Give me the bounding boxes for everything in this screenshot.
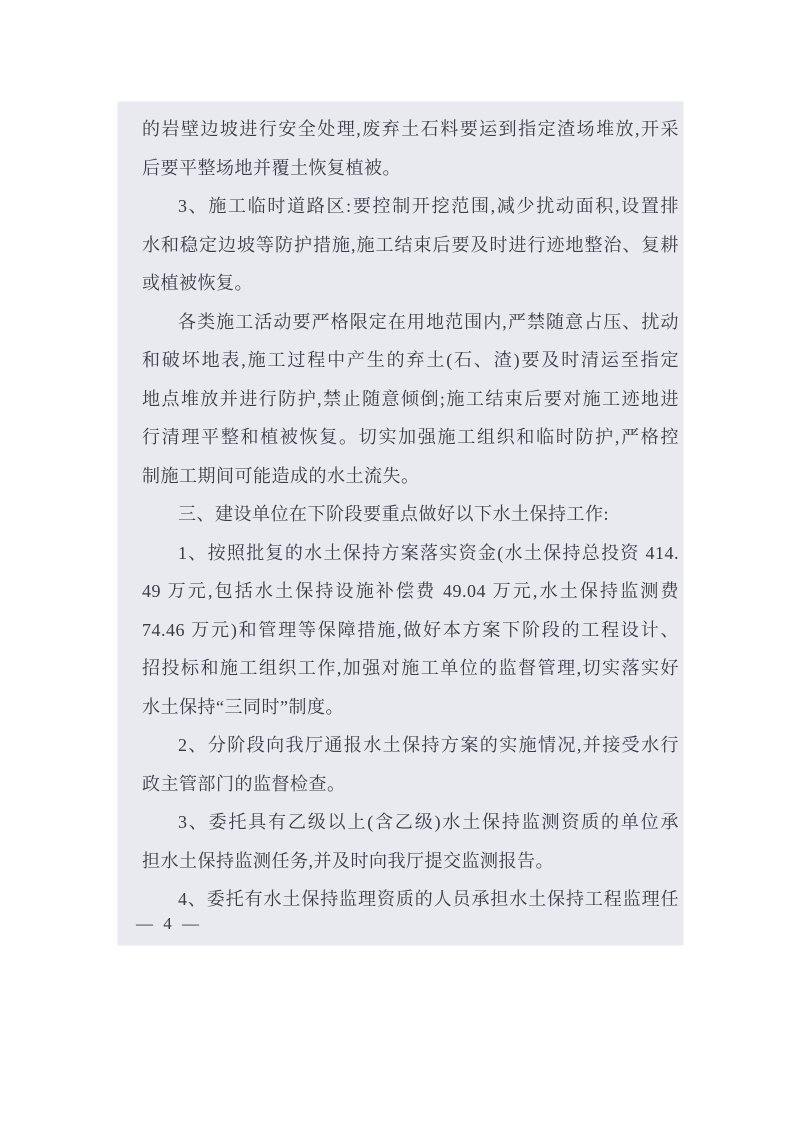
- scanned-paper: [118, 102, 683, 945]
- text-line: 1、按照批复的水土保持方案落实资金(水土保持总投资 414.: [178, 542, 679, 563]
- text-line: 制施工期间可能造成的水土流失。: [142, 465, 420, 486]
- text-line: 地点堆放并进行防护,禁止随意倾倒;施工结束后要对施工迹地进: [142, 388, 679, 409]
- text-line: 的岩壁边坡进行安全处理,废弃土石料要运到指定渣场堆放,开采: [142, 119, 679, 139]
- text-line: 行清理平整和植被恢复。切实加强施工组织和临时防护,严格控: [142, 427, 679, 447]
- text-line: 各类施工活动要严格限定在用地范围内,严禁随意占压、扰动: [178, 311, 679, 332]
- text-line: 招投标和施工组织工作,加强对施工单位的监督管理,切实落实好: [142, 658, 679, 678]
- text-line: 后要平整场地并覆土恢复植被。: [142, 157, 401, 178]
- document-text-body: [142, 110, 679, 919]
- text-line: 4、委托有水土保持监理资质的人员承担水土保持工程监理任: [178, 889, 679, 909]
- text-line: 政主管部门的监督检查。: [142, 773, 346, 794]
- text-line: 水和稳定边坡等防护措施,施工结束后要及时进行迹地整治、复耕: [142, 234, 679, 255]
- page-number: — 4 —: [136, 914, 202, 933]
- text-line: 和破坏地表,施工过程中产生的弃土(石、渣)要及时清运至指定: [142, 350, 679, 370]
- text-line: 3、委托具有乙级以上(含乙级)水土保持监测资质的单位承: [178, 812, 679, 832]
- text-line: 74.46 万元)和管理等保障措施,做好本方案下阶段的工程设计、: [142, 619, 679, 640]
- text-line: 49 万元,包括水土保持设施补偿费 49.04 万元,水土保持监测费: [142, 581, 679, 601]
- text-line: 水土保持“三同时”制度。: [142, 696, 344, 717]
- text-line: 担水土保持监测任务,并及时向我厅提交监测报告。: [142, 850, 554, 871]
- text-line: 三、建设单位在下阶段要重点做好以下水土保持工作:: [178, 504, 609, 524]
- text-line: 3、施工临时道路区:要控制开挖范围,减少扰动面积,设置排: [178, 196, 679, 216]
- text-line: 2、分阶段向我厅通报水土保持方案的实施情况,并接受水行: [178, 735, 679, 755]
- text-line: 或植被恢复。: [142, 273, 253, 293]
